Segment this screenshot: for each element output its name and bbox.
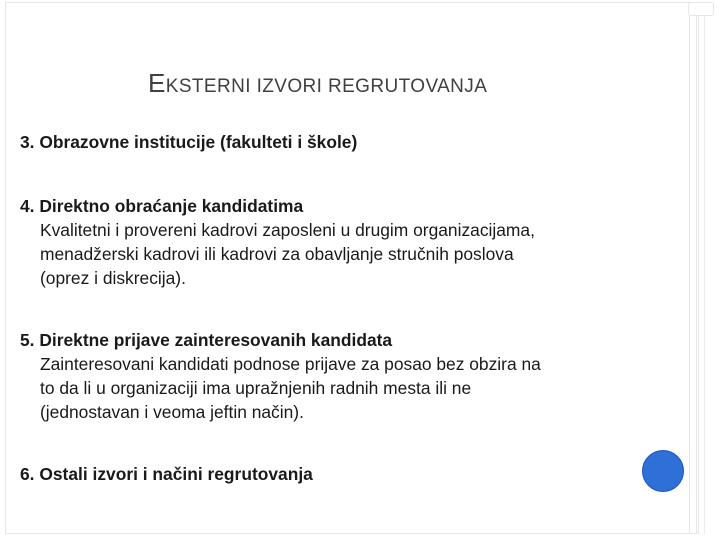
slide-corner-tab [688, 2, 714, 16]
decorative-circle-icon [642, 450, 684, 492]
list-item-body: Zainteresovani kandidati podnose prijave za posao bez obzira na to da li u organizaciji ima upražnjenih radnih mesta ili ne (jednostavan i veoma jeftin način). [40, 354, 541, 422]
list-item [20, 328, 688, 424]
list-item [20, 130, 688, 154]
list-item-heading: 6. Ostali izvori i načini regrutovanja [20, 464, 313, 484]
slide-title-rest: KSTERNI IZVORI REGRUTOVANJA [165, 76, 488, 97]
list-item-body: Kvalitetni i provereni kadrovi zaposleni u drugim organizacijama, menadžerski kadrovi ili kadrovi za obavljanje stručnih poslova (oprez i diskrecija). [40, 220, 535, 288]
list-item [20, 462, 688, 486]
list-item-heading: 5. Direktne prijave zainteresovanih kandidata [20, 330, 393, 350]
list-item-heading: 3. Obrazovne institucije (fakulteti i škole) [20, 132, 358, 152]
slide-side-line [704, 2, 705, 534]
list-item-heading: 4. Direktno obraćanje kandidatima [20, 196, 304, 216]
slide-title [148, 68, 487, 99]
list-item [20, 194, 688, 290]
slide-side-bar [689, 2, 697, 534]
slide-title-initial: E [148, 68, 166, 98]
